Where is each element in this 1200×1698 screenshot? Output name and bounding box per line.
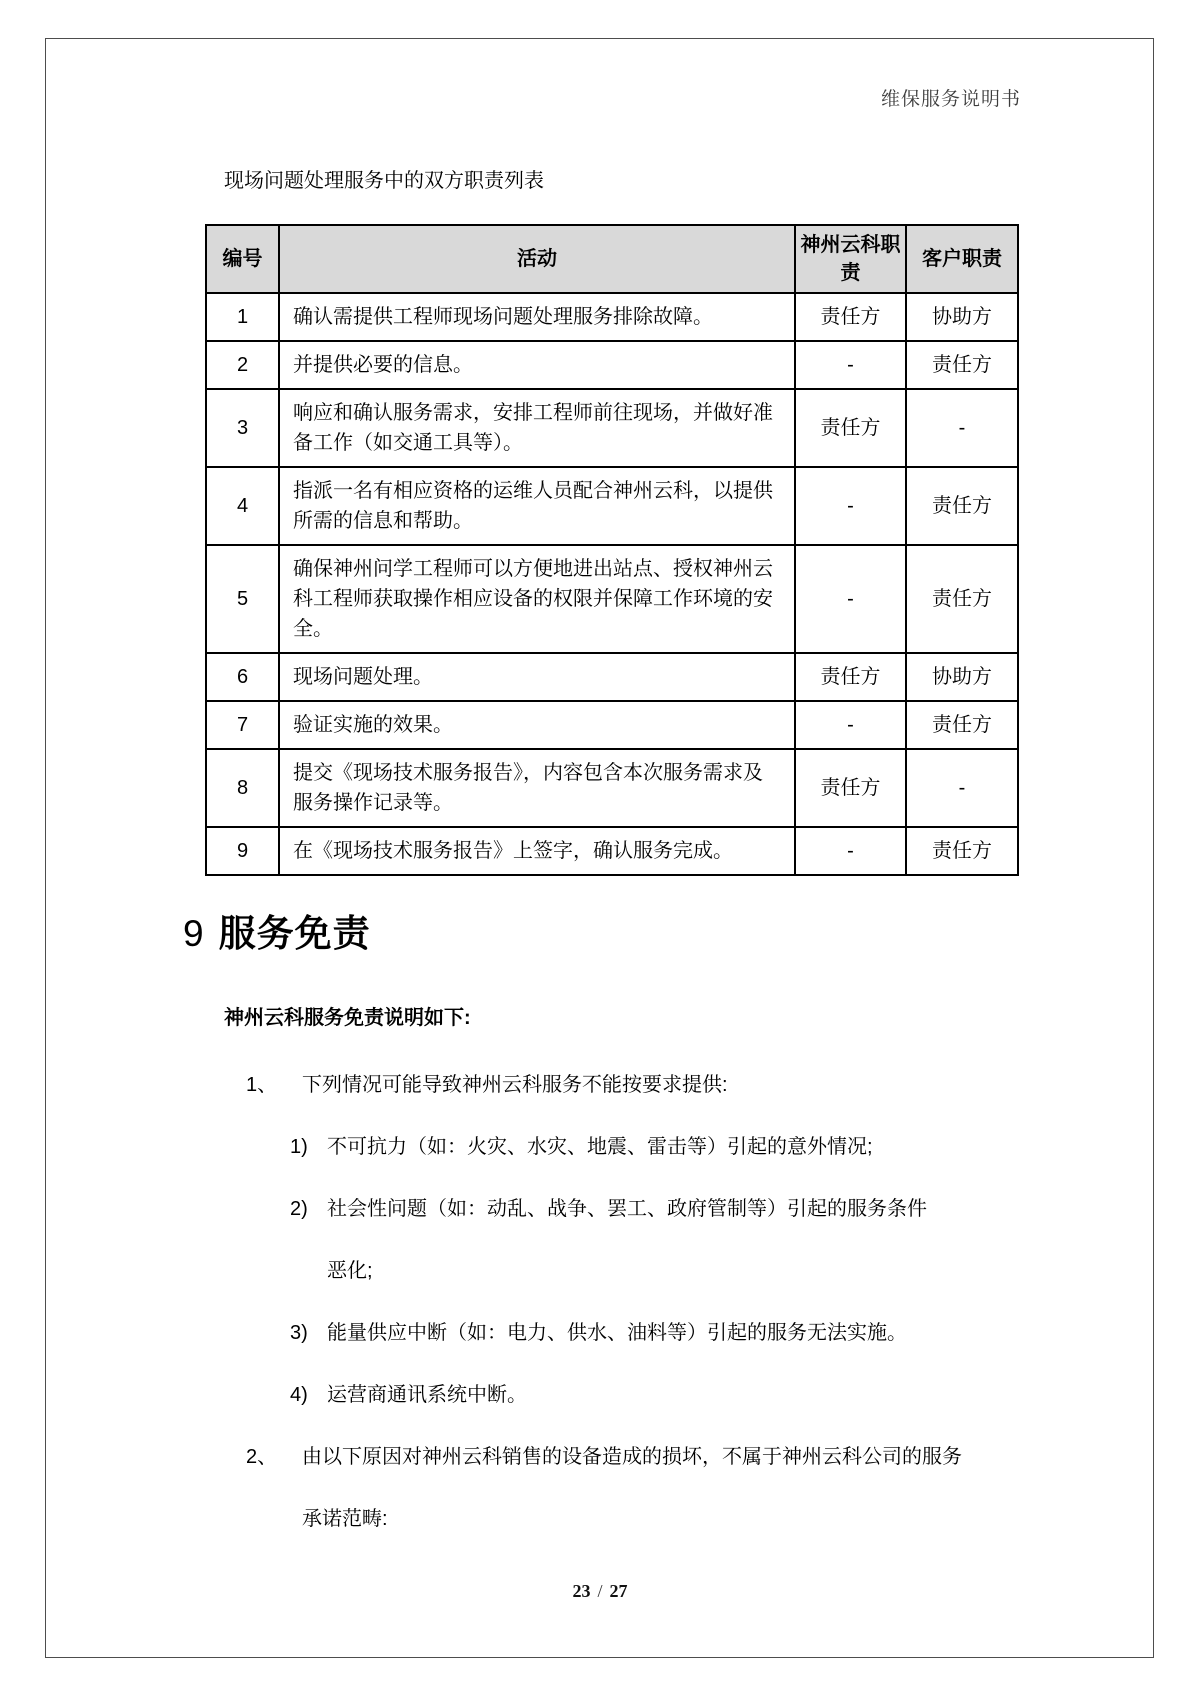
cell-row-number: 3	[206, 389, 279, 467]
cell-vendor-role: 责任方	[795, 293, 906, 341]
list-item-marker: 2、	[246, 1446, 278, 1468]
cell-row-number: 7	[206, 701, 279, 749]
cell-row-number: 6	[206, 653, 279, 701]
disclaimer-list	[246, 1054, 1026, 1550]
page-footer	[0, 1581, 1200, 1602]
list-item-marker: 1、	[246, 1074, 278, 1096]
section-number: 9	[183, 913, 204, 954]
section-subtitle: 神州云科服务免责说明如下:	[224, 1007, 471, 1029]
cell-customer-role: 协助方	[906, 653, 1018, 701]
page-number-current: 23	[572, 1581, 591, 1601]
list-item-marker: 1)	[290, 1136, 308, 1158]
table-body	[206, 293, 1018, 875]
table-row	[206, 389, 1018, 467]
cell-customer-role: -	[906, 749, 1018, 827]
cell-vendor-role: -	[795, 701, 906, 749]
column-header: 编号	[206, 225, 279, 293]
table-caption: 现场问题处理服务中的双方职责列表	[224, 170, 544, 192]
cell-customer-role: 责任方	[906, 341, 1018, 389]
list-item-marker: 3)	[290, 1322, 308, 1344]
table-row	[206, 467, 1018, 545]
cell-row-number: 9	[206, 827, 279, 875]
cell-customer-role: 协助方	[906, 293, 1018, 341]
responsibility-table	[205, 224, 1019, 876]
cell-activity: 现场问题处理。	[279, 653, 795, 701]
section-title: 服务免责	[218, 913, 371, 954]
list-item-text: 运营商通讯系统中断。	[327, 1384, 527, 1406]
cell-customer-role: 责任方	[906, 467, 1018, 545]
list-item	[290, 1116, 1026, 1178]
cell-customer-role: -	[906, 389, 1018, 467]
cell-vendor-role: -	[795, 341, 906, 389]
list-item	[246, 1054, 1026, 1116]
list-item-text: 社会性问题（如：动乱、战争、罢工、政府管制等）引起的服务条件恶化;	[327, 1198, 927, 1282]
cell-customer-role: 责任方	[906, 545, 1018, 653]
list-item	[290, 1364, 1026, 1426]
cell-vendor-role: -	[795, 545, 906, 653]
cell-activity: 确认需提供工程师现场问题处理服务排除故障。	[279, 293, 795, 341]
cell-vendor-role: -	[795, 467, 906, 545]
table-row	[206, 749, 1018, 827]
document-header: 维保服务说明书	[880, 89, 1021, 110]
list-item-text: 不可抗力（如：火灾、水灾、地震、雷击等）引起的意外情况;	[327, 1136, 873, 1158]
list-item-text: 由以下原因对神州云科销售的设备造成的损坏，不属于神州云科公司的服务承诺范畴:	[302, 1446, 962, 1530]
table-header-row	[206, 225, 1018, 293]
cell-activity: 提交《现场技术服务报告》，内容包含本次服务需求及服务操作记录等。	[279, 749, 795, 827]
cell-activity: 在《现场技术服务报告》上签字，确认服务完成。	[279, 827, 795, 875]
cell-vendor-role: -	[795, 827, 906, 875]
column-header: 神州云科职责	[795, 225, 906, 293]
list-item	[290, 1178, 1026, 1302]
cell-activity: 验证实施的效果。	[279, 701, 795, 749]
cell-vendor-role: 责任方	[795, 653, 906, 701]
page-number-separator: /	[597, 1581, 603, 1601]
cell-row-number: 1	[206, 293, 279, 341]
cell-activity: 并提供必要的信息。	[279, 341, 795, 389]
cell-row-number: 5	[206, 545, 279, 653]
table-row	[206, 341, 1018, 389]
list-item-text: 能量供应中断（如：电力、供水、油料等）引起的服务无法实施。	[327, 1322, 907, 1344]
cell-row-number: 2	[206, 341, 279, 389]
cell-activity: 指派一名有相应资格的运维人员配合神州云科，以提供所需的信息和帮助。	[279, 467, 795, 545]
page-number-total: 27	[609, 1581, 628, 1601]
list-item	[246, 1426, 1026, 1550]
cell-activity: 响应和确认服务需求，安排工程师前往现场，并做好准备工作（如交通工具等）。	[279, 389, 795, 467]
table-row	[206, 701, 1018, 749]
cell-activity: 确保神州问学工程师可以方便地进出站点、授权神州云科工程师获取操作相应设备的权限并保障工作环境的安全。	[279, 545, 795, 653]
list-item-marker: 2)	[290, 1198, 308, 1220]
table-row	[206, 293, 1018, 341]
table-row	[206, 653, 1018, 701]
column-header: 客户职责	[906, 225, 1018, 293]
section-heading	[183, 903, 371, 957]
list-item-marker: 4)	[290, 1384, 308, 1406]
cell-row-number: 8	[206, 749, 279, 827]
table-row	[206, 827, 1018, 875]
cell-vendor-role: 责任方	[795, 749, 906, 827]
cell-vendor-role: 责任方	[795, 389, 906, 467]
column-header: 活动	[279, 225, 795, 293]
list-item	[290, 1302, 1026, 1364]
cell-customer-role: 责任方	[906, 701, 1018, 749]
cell-row-number: 4	[206, 467, 279, 545]
cell-customer-role: 责任方	[906, 827, 1018, 875]
table-row	[206, 545, 1018, 653]
list-item-text: 下列情况可能导致神州云科服务不能按要求提供:	[302, 1074, 728, 1096]
